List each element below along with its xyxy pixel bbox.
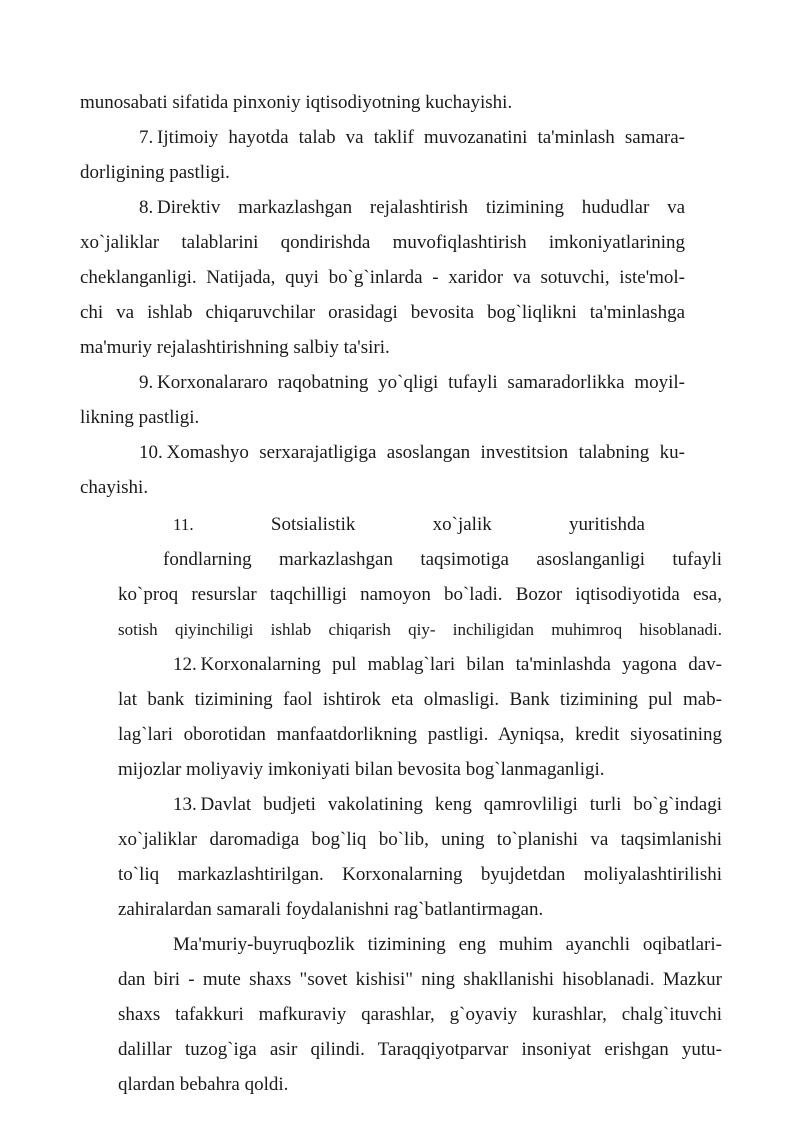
paragraph-line: 13. Davlat budjeti vakolatining keng qamrovliligi turli bo`g`indagi xyxy=(173,794,722,815)
text-block-items-11-13 xyxy=(118,542,722,1102)
paragraph-line: 9. Korxonalararo raqobatning yo`qligi tufayli samaradorlikka moyil- xyxy=(139,372,685,393)
paragraph-line: lat bank tizimining faol ishtirok eta olmasligi. Bank tizimining pul mab- xyxy=(118,689,722,710)
paragraph-line: to`liq markazlashtirilgan. Korxonalarning byujdetdan moliyalashtirilishi xyxy=(118,864,722,885)
paragraph-line: 10. Xomashyo serxarajatligiga asoslangan investitsion talabning ku- xyxy=(139,442,685,463)
paragraph-line: lag`lari oborotidan manfaatdorlikning pastligi. Ayniqsa, kredit siyosatining xyxy=(118,724,722,745)
paragraph-line: mijozlar moliyaviy imkoniyati bilan bevosita bog`lanmaganligi. xyxy=(118,759,605,780)
paragraph-line: dalillar tuzog`iga asir qilindi. Taraqqiyotparvar insoniyat erishgan yutu- xyxy=(118,1039,722,1060)
paragraph-line: Ma'muriy-buyruqbozlik tizimining eng muhim ayanchli oqibatlari- xyxy=(173,934,722,955)
paragraph-line: dan biri - mute shaxs "sovet kishisi" ning shakllanishi hisoblanadi. Mazkur xyxy=(118,969,722,990)
paragraph-line: chayishi. xyxy=(80,477,149,498)
paragraph-line: fondlarning markazlashgan taqsimotiga asoslanganligi tufayli xyxy=(163,549,722,570)
paragraph-line: 8. Direktiv markazlashgan rejalashtirish tizimining hududlar va xyxy=(139,197,685,218)
text-block-items-7-10 xyxy=(80,85,685,505)
paragraph-line: cheklanganligi. Natijada, quyi bo`g`inlarda - xaridor va sotuvchi, iste'mol- xyxy=(80,267,685,288)
paragraph-line: ko`proq resurslar taqchilligi namoyon bo`ladi. Bozor iqtisodiyotida esa, xyxy=(118,584,722,605)
item-word: yuritishda xyxy=(569,514,645,535)
paragraph-line: shaxs tafakkuri mafkuraviy qarashlar, g`oyaviy kurashlar, chalg`ituvchi xyxy=(118,1004,722,1025)
item-word: Sotsialistik xyxy=(270,514,356,535)
paragraph-line: munosabati sifatida pinxoniy iqtisodiyotning kuchayishi. xyxy=(80,92,513,113)
item-word: xo`jalik xyxy=(432,514,492,535)
paragraph-line: sotish qiyinchiligi ishlab chiqarish qiy- inchiligidan muhimroq hisoblanadi. xyxy=(118,620,722,639)
paragraph-line: xo`jaliklar talablarini qondirishda muvofiqlashtirish imkoniyatlarining xyxy=(80,232,685,253)
paragraph-line: xo`jaliklar daromadiga bog`liq bo`lib, uning to`planishi va taqsimlanishi xyxy=(118,829,722,850)
paragraph-line: ma'muriy rejalashtirishning salbiy ta'siri. xyxy=(80,337,390,358)
paragraph-line: dorligining pastligi. xyxy=(80,162,230,183)
paragraph-line: likning pastligi. xyxy=(80,407,200,428)
paragraph-line: 12. Korxonalarning pul mablag`lari bilan ta'minlashda yagona dav- xyxy=(173,654,722,675)
paragraph-line: zahiralardan samarali foydalanishni rag`batlantirmagan. xyxy=(118,899,544,920)
paragraph-line: 7. Ijtimoiy hayotda talab va taklif muvozanatini ta'minlash samara- xyxy=(139,127,685,148)
item-11-heading-line xyxy=(173,507,645,542)
item-number: 11. xyxy=(173,515,194,534)
paragraph-line: qlardan bebahra qoldi. xyxy=(118,1074,289,1095)
paragraph-line: chi va ishlab chiqaruvchilar orasidagi bevosita bog`liqlikni ta'minlashga xyxy=(80,302,685,323)
